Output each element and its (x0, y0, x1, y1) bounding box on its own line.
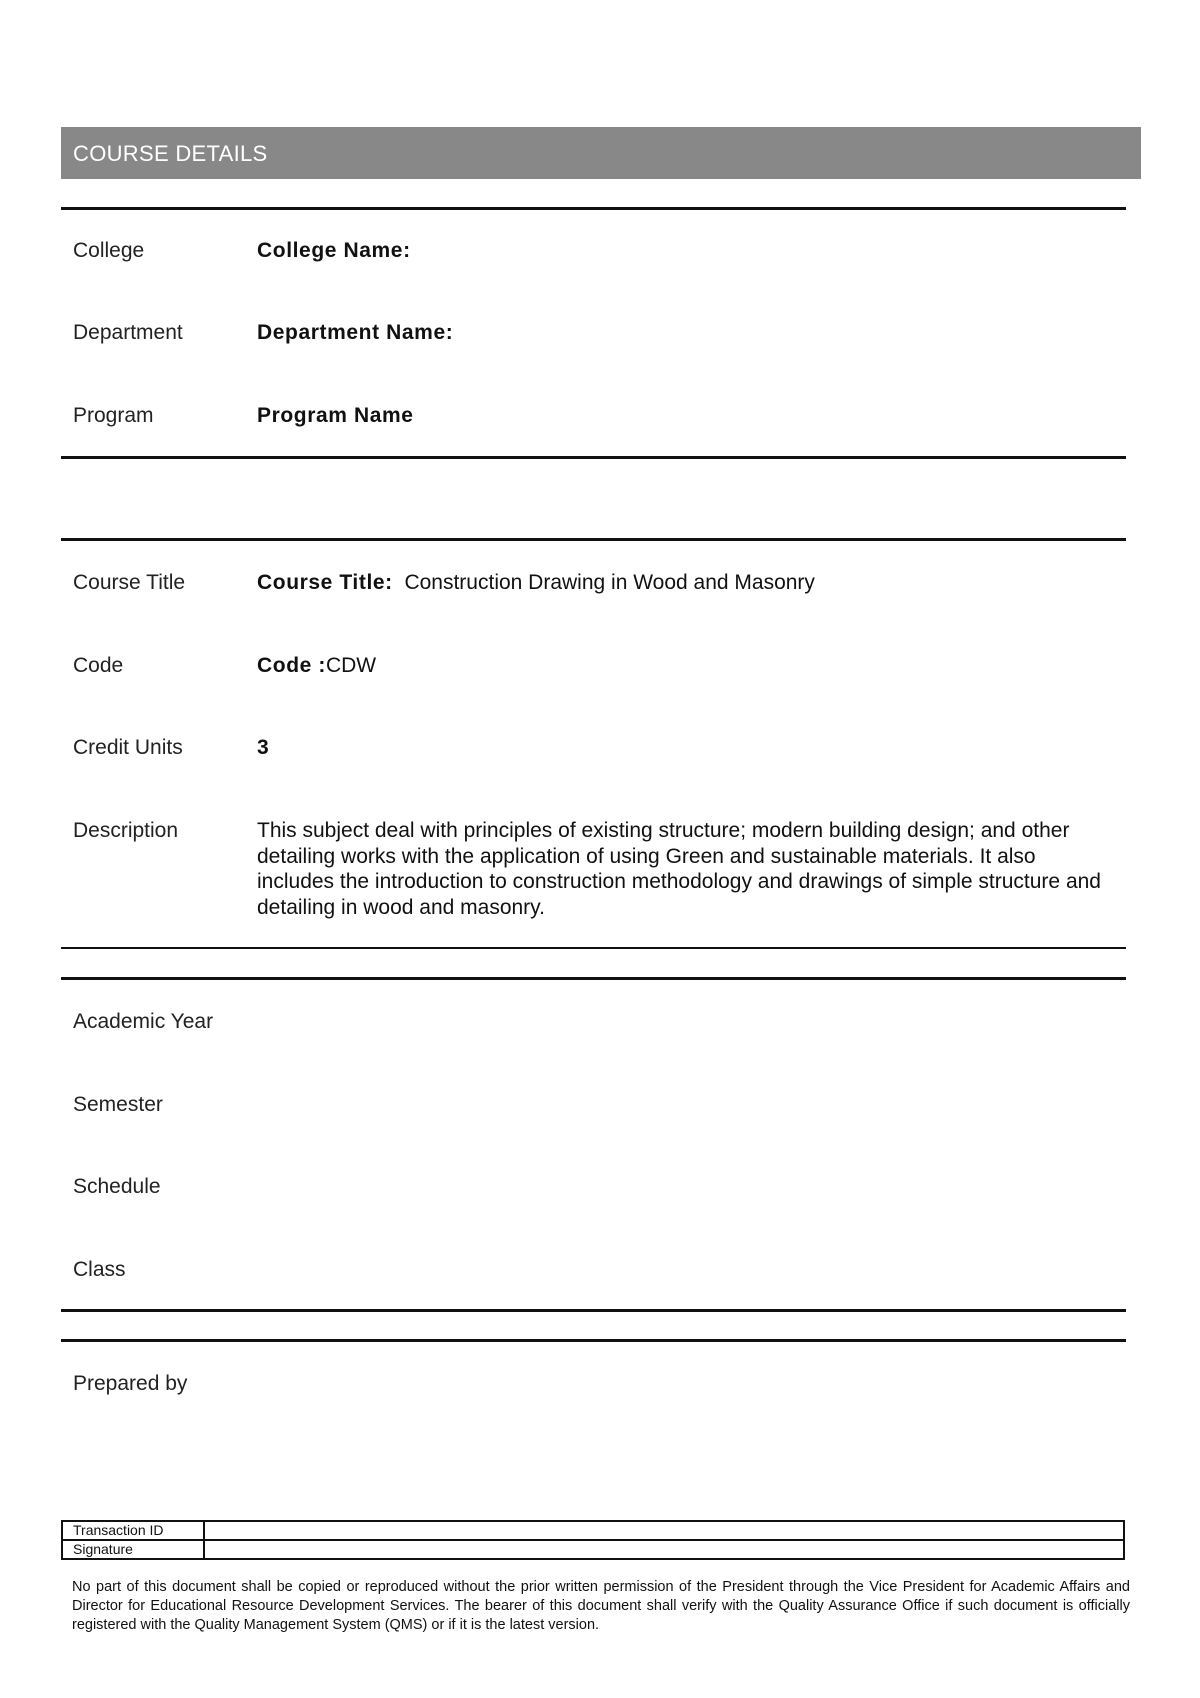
credit-units-label: Credit Units (73, 736, 183, 759)
department-label: Department (73, 321, 183, 344)
divider (61, 947, 1126, 949)
divider (61, 1309, 1126, 1312)
divider (61, 1339, 1126, 1342)
program-name-text: Program Name (257, 404, 414, 427)
code-text: CDW (325, 654, 377, 677)
divider (61, 538, 1126, 541)
course-title-label: Course Title (73, 571, 186, 594)
program-value (257, 404, 414, 428)
divider (61, 456, 1126, 459)
credit-units-text: 3 (257, 736, 270, 759)
transaction-id-field[interactable] (204, 1521, 1124, 1540)
table-row (62, 1521, 1124, 1540)
footer-notice: No part of this document shall be copied or reproduced without the prior written permission of the President through the Vice President for Academic Affairs and Director for Educational Resource Development Services. The bearer of this document shall verify with the Quality Assurance Office if such document is officially registered with the Quality Management System (QMS) or if it is the latest version. (72, 1579, 1130, 1633)
divider (61, 207, 1126, 210)
transaction-table (61, 1520, 1125, 1560)
academic-year-label: Academic Year (73, 1010, 214, 1033)
college-name-text: College Name: (257, 239, 411, 262)
code-label: Code (73, 654, 124, 677)
course-title-value (257, 571, 815, 595)
divider (61, 977, 1126, 980)
department-value (257, 321, 453, 345)
college-label: College (73, 239, 145, 262)
course-title-prefix: Course Title: (257, 571, 393, 594)
section-header-bar (61, 127, 1141, 179)
description-text: This subject deal with principles of existing structure; modern building design; and other detailing works with the application of using Green and sustainable materials. It also includes the introduction to construction methodology and drawings of simple structure and detailing in wood and masonry. (257, 819, 1101, 919)
signature-field[interactable] (204, 1540, 1124, 1559)
table-row (62, 1540, 1124, 1559)
code-prefix: Code : (257, 654, 326, 677)
college-value (257, 239, 411, 263)
schedule-label: Schedule (73, 1175, 161, 1198)
section-header-title: COURSE DETAILS (73, 141, 268, 166)
prepared-by-label: Prepared by (73, 1372, 188, 1395)
class-label: Class (73, 1258, 126, 1281)
department-name-text: Department Name: (257, 321, 454, 344)
course-title-text: Construction Drawing in Wood and Masonry (404, 571, 815, 594)
transaction-id-label: Transaction ID (62, 1521, 204, 1540)
program-label: Program (73, 404, 154, 427)
code-value (257, 654, 376, 678)
description-label: Description (73, 819, 179, 842)
semester-label: Semester (73, 1093, 163, 1116)
credit-units-value (257, 736, 269, 760)
signature-label: Signature (62, 1540, 204, 1559)
